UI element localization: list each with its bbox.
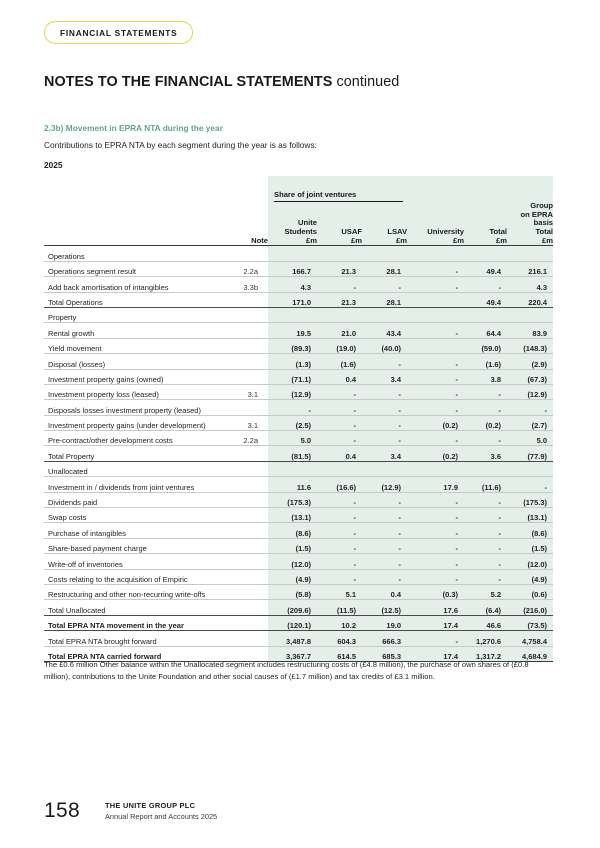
row-note-reference: [240, 292, 268, 307]
table-row: [44, 523, 553, 538]
cell-group-epra-total: -: [507, 400, 553, 415]
cell-usaf: 5.1: [317, 584, 362, 599]
row-label: Unallocated: [44, 461, 240, 476]
cell-lsav: -: [362, 277, 407, 292]
cell-group-epra-total: 4,684.9: [507, 646, 553, 661]
cell-usaf: -: [317, 415, 362, 430]
cell-university: [407, 338, 464, 353]
cell-group-epra-total: (175.3): [507, 492, 553, 507]
section-badge: [44, 21, 193, 44]
cell-university: 17.4: [407, 615, 464, 630]
cell-lsav: 19.0: [362, 615, 407, 630]
cell-university: -: [407, 538, 464, 553]
row-note-reference: 3.3b: [240, 277, 268, 292]
cell-total: [464, 246, 507, 261]
cell-unite-students: (89.3): [268, 338, 317, 353]
col-header-unite-students: Unite Students: [268, 202, 317, 236]
row-note-reference: [240, 508, 268, 523]
table-units-row: [44, 236, 553, 245]
row-note-reference: [240, 323, 268, 338]
cell-lsav: [362, 461, 407, 476]
cell-usaf: (19.0): [317, 338, 362, 353]
cell-total: -: [464, 431, 507, 446]
cell-unite-students: (5.8): [268, 584, 317, 599]
table-row: [44, 569, 553, 584]
row-label: Property: [44, 307, 240, 322]
table-row: [44, 307, 553, 322]
cell-lsav: [362, 307, 407, 322]
cell-university: 17.4: [407, 646, 464, 661]
row-label: Dividends paid: [44, 492, 240, 507]
cell-unite-students: 5.0: [268, 431, 317, 446]
note-column-header: [240, 202, 268, 236]
cell-lsav: -: [362, 554, 407, 569]
cell-usaf: [317, 246, 362, 261]
unit-lsav: £m: [362, 236, 407, 245]
row-note-reference: [240, 615, 268, 630]
cell-lsav: -: [362, 384, 407, 399]
cell-university: -: [407, 431, 464, 446]
footer-text: [105, 801, 217, 822]
cell-usaf: -: [317, 554, 362, 569]
cell-total: -: [464, 538, 507, 553]
epra-nta-table: [44, 176, 553, 662]
cell-total: -: [464, 554, 507, 569]
cell-group-epra-total: 83.9: [507, 323, 553, 338]
cell-unite-students: (120.1): [268, 615, 317, 630]
row-note-reference: 3.1: [240, 384, 268, 399]
cell-lsav: -: [362, 400, 407, 415]
page-title-bold: NOTES TO THE FINANCIAL STATEMENTS: [44, 74, 333, 90]
cell-university: -: [407, 261, 464, 276]
cell-lsav: -: [362, 492, 407, 507]
row-label: Total EPRA NTA brought forward: [44, 631, 240, 646]
row-note-reference: [240, 246, 268, 261]
cell-university: -: [407, 277, 464, 292]
table-year-label: 2025: [44, 160, 63, 170]
table-row: [44, 246, 553, 261]
cell-usaf: -: [317, 508, 362, 523]
row-label: Rental growth: [44, 323, 240, 338]
row-note-reference: [240, 446, 268, 461]
cell-group-epra-total: (2.9): [507, 354, 553, 369]
cell-usaf: -: [317, 277, 362, 292]
cell-university: [407, 307, 464, 322]
cell-usaf: (16.6): [317, 477, 362, 492]
unit-usaf: £m: [317, 236, 362, 245]
cell-unite-students: (81.5): [268, 446, 317, 461]
note-label-cell: Note: [251, 236, 268, 246]
cell-group-epra-total: (216.0): [507, 600, 553, 615]
row-label: Yield movement: [44, 338, 240, 353]
cell-lsav: (12.9): [362, 477, 407, 492]
cell-total: 1,317.2: [464, 646, 507, 661]
table-row: [44, 446, 553, 461]
cell-lsav: -: [362, 354, 407, 369]
cell-unite-students: [268, 246, 317, 261]
row-label: Pre-contract/other development costs: [44, 431, 240, 446]
table-row: [44, 292, 553, 307]
cell-university: -: [407, 384, 464, 399]
cell-usaf: 0.4: [317, 369, 362, 384]
cell-university: -: [407, 492, 464, 507]
cell-lsav: 685.3: [362, 646, 407, 661]
table-body: [44, 246, 553, 662]
cell-unite-students: 19.5: [268, 323, 317, 338]
cell-lsav: 28.1: [362, 261, 407, 276]
cell-group-epra-total: (2.7): [507, 415, 553, 430]
spacer-cell: [507, 176, 553, 202]
cell-total: -: [464, 523, 507, 538]
unit-unite-students: £m: [268, 236, 317, 245]
cell-unite-students: 3,487.8: [268, 631, 317, 646]
spacer-cell: [44, 176, 240, 202]
page-number: 158: [44, 799, 80, 822]
cell-university: 17.9: [407, 477, 464, 492]
table-row: [44, 338, 553, 353]
cell-unite-students: [268, 307, 317, 322]
page-title-continued: continued: [336, 74, 400, 90]
cell-usaf: 604.3: [317, 631, 362, 646]
cell-group-epra-total: -: [507, 477, 553, 492]
cell-unite-students: (1.5): [268, 538, 317, 553]
table-column-names-row: [44, 202, 553, 236]
cell-total: (1.6): [464, 354, 507, 369]
table-row: [44, 369, 553, 384]
row-note-reference: [240, 338, 268, 353]
share-of-joint-ventures-header: Share of joint ventures: [268, 176, 407, 202]
table-row: [44, 600, 553, 615]
cell-lsav: 43.4: [362, 323, 407, 338]
row-note-reference: [240, 584, 268, 599]
cell-group-epra-total: 4,758.4: [507, 631, 553, 646]
cell-total: [464, 461, 507, 476]
cell-unite-students: (4.9): [268, 569, 317, 584]
col-header-total: Total: [464, 202, 507, 236]
cell-lsav: -: [362, 538, 407, 553]
row-label: Write-off of inventories: [44, 554, 240, 569]
epra-nta-table-wrapper: [44, 176, 553, 662]
row-label: Costs relating to the acquisition of Empiric: [44, 569, 240, 584]
row-note-reference: [240, 600, 268, 615]
cell-total: -: [464, 400, 507, 415]
row-note-reference: [240, 400, 268, 415]
table-row: [44, 431, 553, 446]
cell-usaf: 21.3: [317, 292, 362, 307]
table-row: [44, 384, 553, 399]
cell-group-epra-total: (13.1): [507, 508, 553, 523]
row-label: Operations: [44, 246, 240, 261]
cell-university: -: [407, 400, 464, 415]
cell-usaf: -: [317, 400, 362, 415]
cell-group-epra-total: (67.3): [507, 369, 553, 384]
table-group-header-row: [44, 176, 553, 202]
cell-group-epra-total: [507, 246, 553, 261]
cell-unite-students: (175.3): [268, 492, 317, 507]
row-note-reference: [240, 538, 268, 553]
cell-unite-students: (209.6): [268, 600, 317, 615]
table-footnote: The £0.6 million Other balance within the Unallocated segment includes restructuring costs of (£4.8 million), the purchase of own shares of (£0.8 million), contributions to the Unite Foundation and other social causes of (£1.7 million) and tax credits of £3.1 million.: [44, 660, 529, 681]
col-header-usaf: USAF: [317, 202, 362, 236]
cell-group-epra-total: 216.1: [507, 261, 553, 276]
row-label: Total Unallocated: [44, 600, 240, 615]
cell-lsav: -: [362, 569, 407, 584]
row-label: Investment property gains (owned): [44, 369, 240, 384]
table-row: [44, 477, 553, 492]
cell-lsav: 666.3: [362, 631, 407, 646]
cell-total: 49.4: [464, 261, 507, 276]
row-note-reference: [240, 492, 268, 507]
cell-lsav: (40.0): [362, 338, 407, 353]
row-note-reference: [240, 354, 268, 369]
cell-unite-students: (1.3): [268, 354, 317, 369]
table-row: [44, 261, 553, 276]
row-label: Total EPRA NTA carried forward: [44, 646, 240, 661]
cell-group-epra-total: [507, 307, 553, 322]
row-note-reference: [240, 307, 268, 322]
cell-unite-students: (12.9): [268, 384, 317, 399]
cell-total: 3.6: [464, 446, 507, 461]
cell-lsav: -: [362, 508, 407, 523]
spacer-cell: [464, 176, 507, 202]
cell-usaf: (1.6): [317, 354, 362, 369]
table-row: [44, 461, 553, 476]
cell-university: (0.2): [407, 415, 464, 430]
cell-total: 5.2: [464, 584, 507, 599]
cell-university: -: [407, 631, 464, 646]
cell-total: (59.0): [464, 338, 507, 353]
row-label: Purchase of intangibles: [44, 523, 240, 538]
row-note-reference: [240, 369, 268, 384]
footer-company: THE UNITE GROUP PLC: [105, 801, 196, 810]
cell-university: -: [407, 554, 464, 569]
spacer-cell: [407, 176, 464, 202]
table-row: [44, 631, 553, 646]
cell-university: (0.2): [407, 446, 464, 461]
cell-unite-students: [268, 461, 317, 476]
cell-university: -: [407, 508, 464, 523]
row-note-reference: [240, 461, 268, 476]
cell-usaf: -: [317, 384, 362, 399]
cell-group-epra-total: 220.4: [507, 292, 553, 307]
table-row: [44, 400, 553, 415]
cell-usaf: (11.5): [317, 600, 362, 615]
row-note-reference: [240, 631, 268, 646]
cell-total: -: [464, 492, 507, 507]
cell-unite-students: 3,367.7: [268, 646, 317, 661]
cell-university: -: [407, 354, 464, 369]
row-label: Total Operations: [44, 292, 240, 307]
table-row: [44, 584, 553, 599]
table-row: [44, 323, 553, 338]
cell-group-epra-total: (4.9): [507, 569, 553, 584]
cell-group-epra-total: (1.5): [507, 538, 553, 553]
table-row: [44, 538, 553, 553]
cell-total: (0.2): [464, 415, 507, 430]
page-title: [44, 74, 399, 90]
cell-total: (6.4): [464, 600, 507, 615]
cell-university: [407, 292, 464, 307]
footer-report: Annual Report and Accounts 2025: [105, 811, 218, 821]
table-row: [44, 277, 553, 292]
col-header-university: University: [407, 202, 464, 236]
row-note-reference: 2.2a: [240, 261, 268, 276]
cell-total: -: [464, 508, 507, 523]
table-row: [44, 508, 553, 523]
row-label: Total Property: [44, 446, 240, 461]
cell-lsav: -: [362, 415, 407, 430]
cell-lsav: 0.4: [362, 584, 407, 599]
row-label: Operations segment result: [44, 261, 240, 276]
row-label: Share-based payment charge: [44, 538, 240, 553]
table-row: [44, 354, 553, 369]
cell-unite-students: (71.1): [268, 369, 317, 384]
row-label: Swap costs: [44, 508, 240, 523]
cell-usaf: 614.5: [317, 646, 362, 661]
cell-lsav: (12.5): [362, 600, 407, 615]
cell-unite-students: 11.6: [268, 477, 317, 492]
cell-lsav: 28.1: [362, 292, 407, 307]
cell-unite-students: 166.7: [268, 261, 317, 276]
cell-group-epra-total: (77.9): [507, 446, 553, 461]
group-header-rule: [274, 201, 403, 202]
cell-group-epra-total: 4.3: [507, 277, 553, 292]
cell-unite-students: (8.6): [268, 523, 317, 538]
cell-usaf: -: [317, 431, 362, 446]
cell-usaf: [317, 461, 362, 476]
cell-usaf: -: [317, 492, 362, 507]
cell-unite-students: 171.0: [268, 292, 317, 307]
cell-lsav: 3.4: [362, 369, 407, 384]
cell-total: -: [464, 569, 507, 584]
cell-usaf: [317, 307, 362, 322]
cell-group-epra-total: [507, 461, 553, 476]
table-row: [44, 415, 553, 430]
cell-group-epra-total: (12.9): [507, 384, 553, 399]
table-row: [44, 615, 553, 630]
cell-university: [407, 246, 464, 261]
cell-university: -: [407, 523, 464, 538]
row-label: Restructuring and other non-recurring write-offs: [44, 584, 240, 599]
cell-total: 46.6: [464, 615, 507, 630]
cell-usaf: 0.4: [317, 446, 362, 461]
row-note-reference: [240, 554, 268, 569]
row-label: Investment in / dividends from joint ventures: [44, 477, 240, 492]
cell-university: -: [407, 369, 464, 384]
cell-lsav: [362, 246, 407, 261]
cell-group-epra-total: (0.6): [507, 584, 553, 599]
cell-university: -: [407, 323, 464, 338]
cell-total: -: [464, 384, 507, 399]
row-label: Add back amortisation of intangibles: [44, 277, 240, 292]
row-note-reference: [240, 523, 268, 538]
cell-usaf: -: [317, 569, 362, 584]
cell-usaf: 21.0: [317, 323, 362, 338]
spacer-cell: [240, 176, 268, 202]
section-intro: Contributions to EPRA NTA by each segment during the year is as follows:: [44, 140, 317, 150]
row-label: Total EPRA NTA movement in the year: [44, 615, 240, 630]
cell-university: (0.3): [407, 584, 464, 599]
row-note-reference: 3.1: [240, 415, 268, 430]
cell-unite-students: (2.5): [268, 415, 317, 430]
cell-group-epra-total: (8.6): [507, 523, 553, 538]
unit-group-epra-total: £m: [507, 236, 553, 245]
cell-lsav: -: [362, 523, 407, 538]
cell-unite-students: (12.0): [268, 554, 317, 569]
cell-unite-students: -: [268, 400, 317, 415]
row-note-reference: [240, 569, 268, 584]
cell-total: 64.4: [464, 323, 507, 338]
cell-total: -: [464, 277, 507, 292]
spacer-cell: [44, 236, 240, 245]
table-row: [44, 492, 553, 507]
row-note-reference: [240, 477, 268, 492]
cell-lsav: -: [362, 431, 407, 446]
section-heading: 2.3b) Movement in EPRA NTA during the year: [44, 123, 223, 133]
cell-total: [464, 307, 507, 322]
table-row: [44, 554, 553, 569]
cell-usaf: 21.3: [317, 261, 362, 276]
unit-university: £m: [407, 236, 464, 245]
cell-group-epra-total: 5.0: [507, 431, 553, 446]
cell-university: [407, 461, 464, 476]
cell-group-epra-total: (12.0): [507, 554, 553, 569]
table-head: [44, 176, 553, 246]
row-note-reference: 2.2a: [240, 431, 268, 446]
cell-total: 49.4: [464, 292, 507, 307]
col-header-lsav: LSAV: [362, 202, 407, 236]
cell-university: 17.6: [407, 600, 464, 615]
row-label: Disposal (losses): [44, 354, 240, 369]
cell-usaf: -: [317, 523, 362, 538]
row-label: Investment property loss (leased): [44, 384, 240, 399]
unit-total: £m: [464, 236, 507, 245]
cell-unite-students: (13.1): [268, 508, 317, 523]
cell-group-epra-total: (73.5): [507, 615, 553, 630]
cell-total: 3.8: [464, 369, 507, 384]
cell-usaf: -: [317, 538, 362, 553]
cell-total: 1,270.6: [464, 631, 507, 646]
cell-university: -: [407, 569, 464, 584]
cell-group-epra-total: (148.3): [507, 338, 553, 353]
section-badge-label: FINANCIAL STATEMENTS: [60, 27, 178, 38]
cell-total: (11.6): [464, 477, 507, 492]
cell-unite-students: 4.3: [268, 277, 317, 292]
col-header-group-epra-total: Group on EPRA basis Total: [507, 202, 553, 236]
row-label: Disposals losses investment property (leased): [44, 400, 240, 415]
spacer-cell: [44, 202, 240, 236]
cell-lsav: 3.4: [362, 446, 407, 461]
cell-usaf: 10.2: [317, 615, 362, 630]
row-label: Investment property gains (under development): [44, 415, 240, 430]
